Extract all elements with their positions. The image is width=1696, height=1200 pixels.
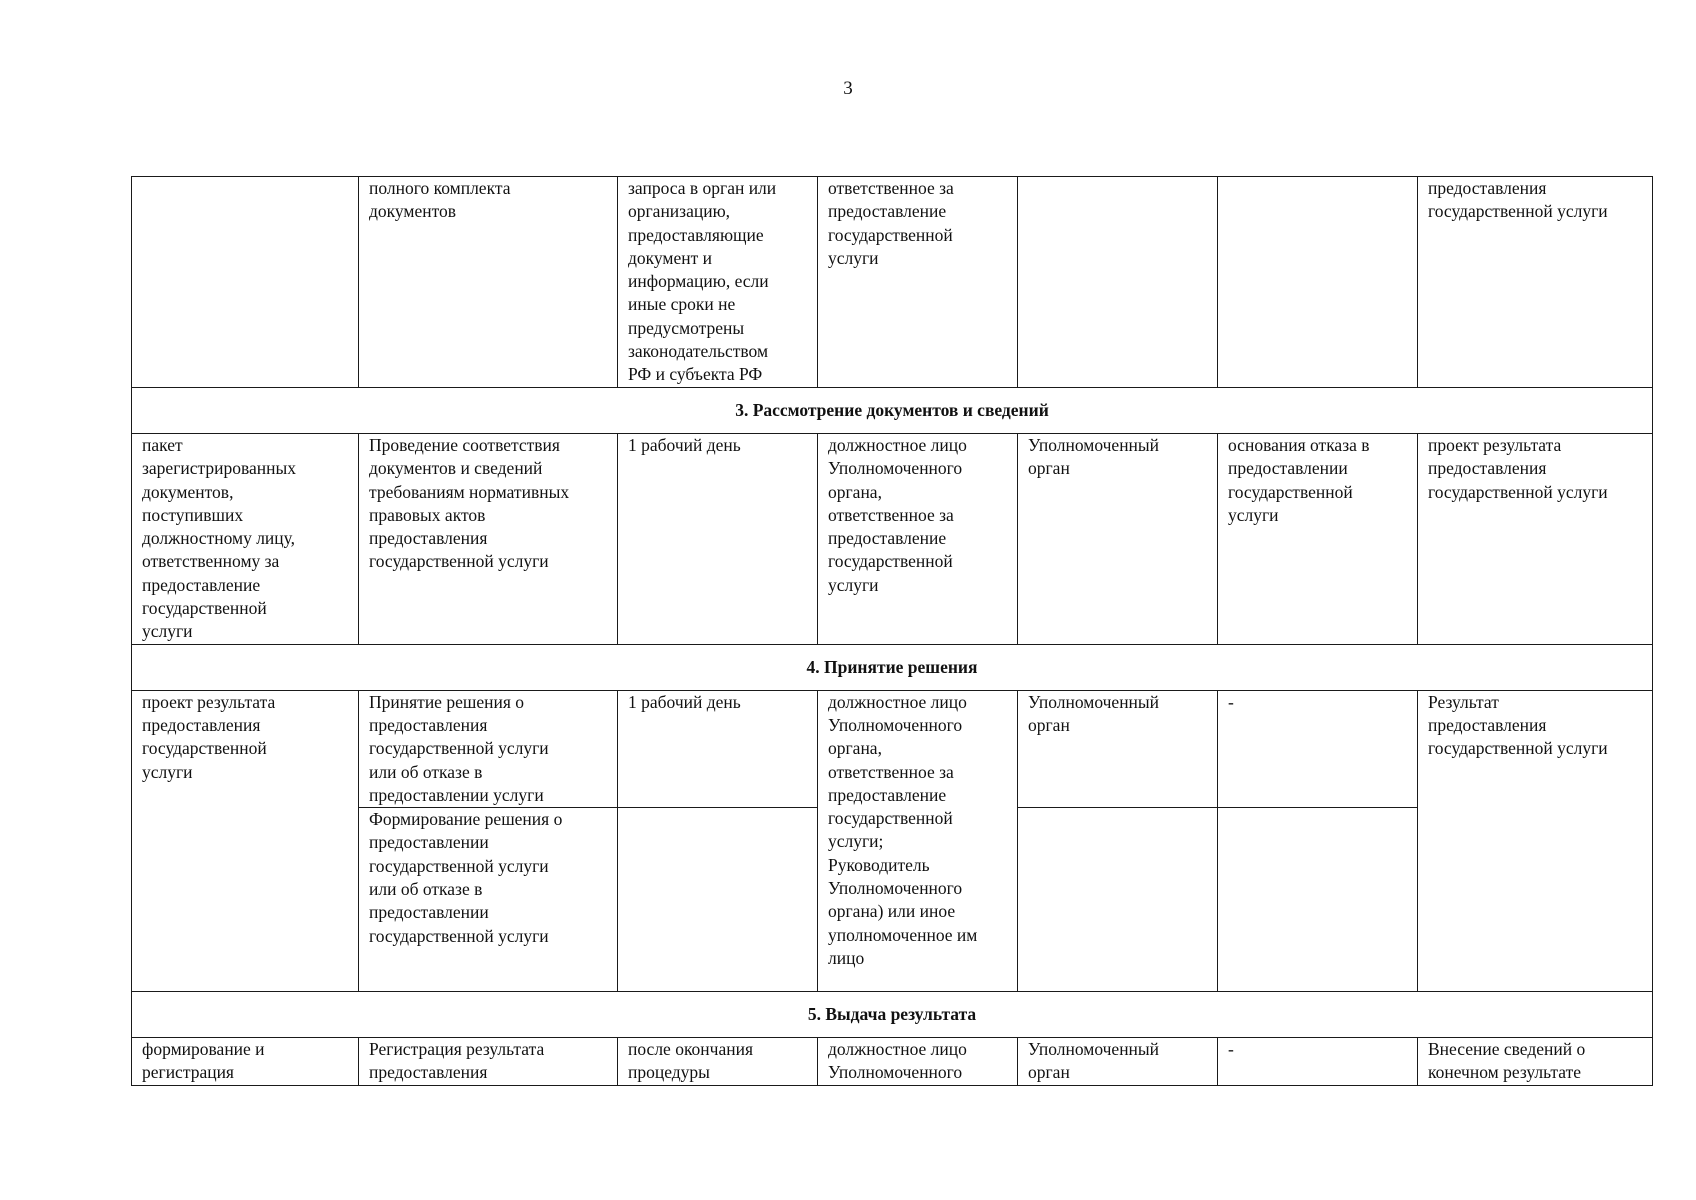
section-row [132, 992, 1653, 1038]
table-cell: Регистрация результата предоставления [359, 1038, 618, 1086]
table-cell [1018, 808, 1218, 992]
section-row [132, 644, 1653, 690]
table-cell: пакет зарегистрированных документов, поступивших должностному лицу, ответственному за предоставление государственной услуги [132, 434, 359, 645]
table-cell: - [1218, 690, 1418, 807]
table-cell: должностное лицо Уполномоченного органа, ответственное за предоставление государственной услуги; Руководитель Уполномоченного органа) или иное уполномоченное им лицо [818, 690, 1018, 991]
table-cell: проект результата предоставления государственной услуги [132, 690, 359, 991]
procedure-table [131, 176, 1653, 1086]
table-cell: должностное лицо Уполномоченного органа, ответственное за предоставление государственной услуги [818, 434, 1018, 645]
table-cell: Уполномоченный орган [1018, 690, 1218, 807]
table-cell: Принятие решения о предоставления государственной услуги или об отказе в предоставлении услуги [359, 690, 618, 807]
table-cell: - [1218, 1038, 1418, 1086]
section-heading: 4. Принятие решения [132, 644, 1653, 690]
table-cell: предоставления государственной услуги [1418, 177, 1653, 388]
table-cell: ответственное за предоставление государственной услуги [818, 177, 1018, 388]
table-cell: формирование и регистрация [132, 1038, 359, 1086]
table-cell [1218, 177, 1418, 388]
table-cell: полного комплекта документов [359, 177, 618, 388]
page-number: 3 [843, 78, 853, 99]
table-cell: Проведение соответствия документов и сведений требованиям нормативных правовых актов предоставления государственной услуги [359, 434, 618, 645]
table-cell: запроса в орган или организацию, предоставляющие документ и информацию, если иные сроки не предусмотрены законодательством РФ и субъекта РФ [618, 177, 818, 388]
table-cell: после окончания процедуры [618, 1038, 818, 1086]
table-cell [618, 808, 818, 992]
table-cell [1218, 808, 1418, 992]
table-cell: 1 рабочий день [618, 690, 818, 807]
table-cell: Уполномоченный орган [1018, 1038, 1218, 1086]
table-cell: должностное лицо Уполномоченного [818, 1038, 1018, 1086]
table-cell [1018, 177, 1218, 388]
table-cell: Внесение сведений о конечном результате [1418, 1038, 1653, 1086]
section-row [132, 388, 1653, 434]
table-row [132, 434, 1653, 645]
table-cell: Уполномоченный орган [1018, 434, 1218, 645]
table-row [132, 690, 1653, 807]
table-cell: основания отказа в предоставлении государственной услуги [1218, 434, 1418, 645]
table-row [132, 177, 1653, 388]
table-cell: Результат предоставления государственной услуги [1418, 690, 1653, 991]
table-cell: 1 рабочий день [618, 434, 818, 645]
section-heading: 3. Рассмотрение документов и сведений [132, 388, 1653, 434]
table-row [132, 1038, 1653, 1086]
section-heading: 5. Выдача результата [132, 992, 1653, 1038]
table-cell [132, 177, 359, 388]
table-cell: проект результата предоставления государственной услуги [1418, 434, 1653, 645]
table-cell: Формирование решения о предоставлении государственной услуги или об отказе в предоставлении государственной услуги [359, 808, 618, 992]
